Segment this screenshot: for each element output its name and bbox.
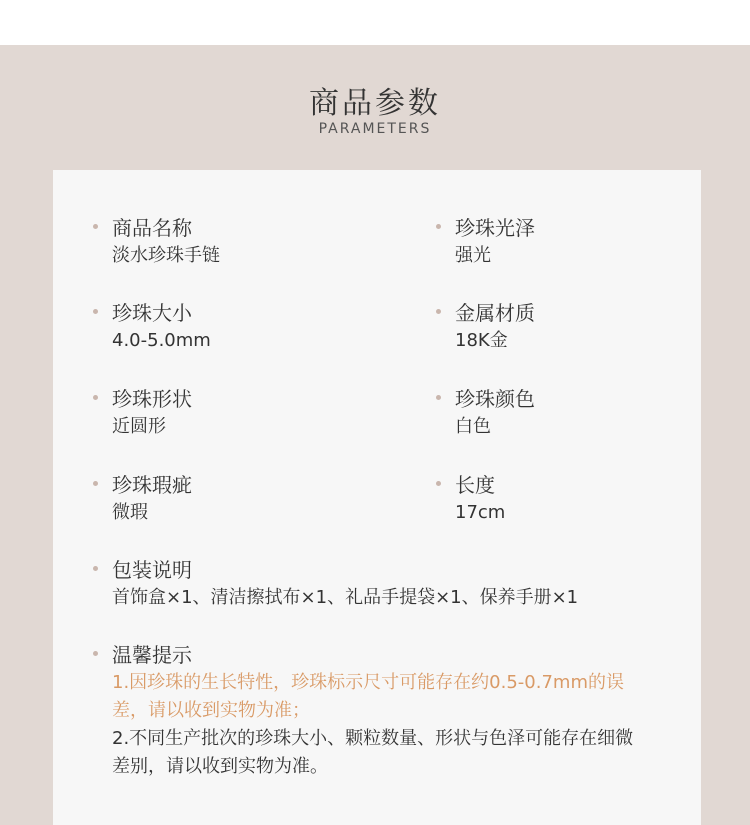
param-value: 首饰盒×1、清洁擦拭布×1、礼品手提袋×1、保养手册×1: [112, 587, 579, 608]
bullet-dot: [436, 224, 441, 229]
bullet-dot: [93, 481, 98, 486]
param-product-name: [112, 214, 220, 270]
param-label: 长度: [455, 473, 495, 497]
param-value: 微瑕: [112, 502, 148, 523]
param-value: 白色: [455, 416, 491, 437]
param-label: 商品名称: [112, 216, 192, 240]
param-label: 珍珠大小: [112, 301, 192, 325]
section-title: 商品参数: [309, 86, 441, 121]
param-label: 包装说明: [112, 558, 192, 582]
bullet-dot: [436, 309, 441, 314]
param-pearl-size: [112, 299, 211, 355]
top-white-strip: [0, 0, 750, 45]
param-value: 近圆形: [112, 416, 166, 437]
param-length: [455, 471, 505, 527]
param-pearl-flaw: [112, 471, 192, 527]
section-subtitle: PARAMETERS: [318, 121, 432, 137]
param-label: 珍珠颜色: [455, 387, 535, 411]
param-notice: [112, 641, 642, 781]
bullet-dot: [93, 224, 98, 229]
param-packaging: [112, 556, 652, 612]
bullet-dot: [93, 395, 98, 400]
bullet-dot: [93, 651, 98, 656]
bullet-dot: [436, 395, 441, 400]
param-metal-material: [455, 299, 535, 355]
param-pearl-luster: [455, 214, 535, 270]
param-value: 4.0-5.0mm: [112, 330, 211, 351]
bullet-dot: [436, 481, 441, 486]
param-label: 珍珠光泽: [455, 216, 535, 240]
param-value: 强光: [455, 245, 491, 266]
notice-label: 温馨提示: [112, 643, 192, 667]
notice-line-2: 2.不同生产批次的珍珠大小、颗粒数量、形状与色泽可能存在细微差别，请以收到实物为准。: [112, 728, 634, 777]
param-pearl-shape: [112, 385, 192, 441]
param-label: 珍珠瑕疵: [112, 473, 192, 497]
bullet-dot: [93, 309, 98, 314]
param-label: 金属材质: [455, 301, 535, 325]
param-value: 18K金: [455, 330, 508, 351]
param-pearl-color: [455, 385, 535, 441]
parameters-card: [53, 170, 701, 825]
param-label: 珍珠形状: [112, 387, 192, 411]
param-value: 淡水珍珠手链: [112, 245, 220, 266]
param-value: 17cm: [455, 502, 506, 523]
bullet-dot: [93, 566, 98, 571]
notice-line-1: 1.因珍珠的生长特性，珍珠标示尺寸可能存在约0.5-0.7mm的误差，请以收到实物为准；: [112, 672, 624, 721]
